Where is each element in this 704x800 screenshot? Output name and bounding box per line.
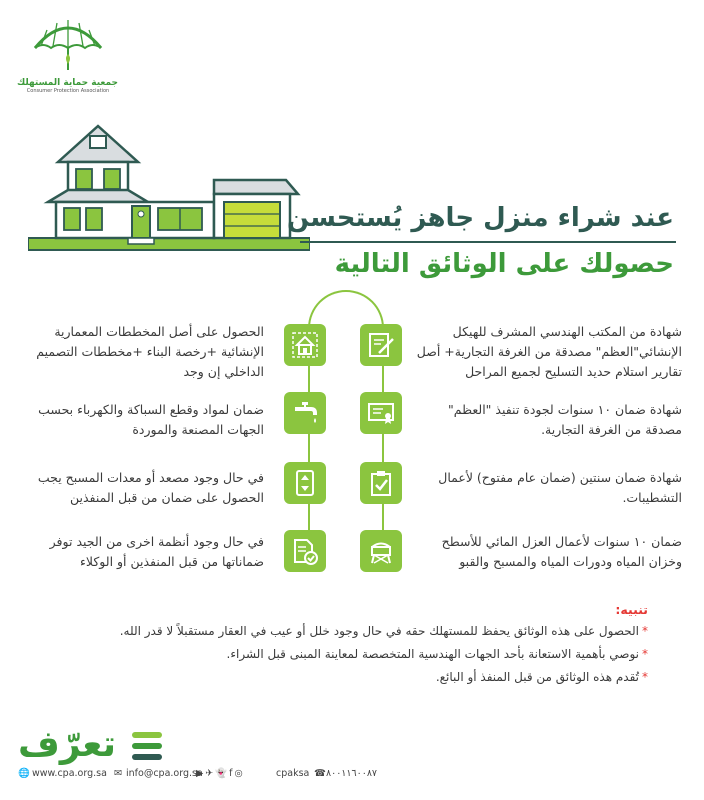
water-tank-icon: [367, 537, 395, 565]
page-title-line-1: عند شراء منزل جاهز يُستحسن: [286, 203, 674, 233]
footer-contact: [18, 768, 686, 786]
right-item-4-icon-box: [360, 530, 402, 572]
taaraf-brand: [18, 722, 168, 768]
left-item-4: في حال وجود أنظمة اخرى من الجيد توفر ضماناتها من قبل المنفذين أو الوكلاء: [49, 534, 264, 569]
social-icons[interactable]: ▶✈👻f◎: [196, 768, 245, 779]
title-divider: [300, 241, 676, 243]
house-blueprint-icon: [291, 331, 319, 359]
right-item-4: ضمان ١٠ سنوات لأعمال العزل المائي للأسطح وخزان المياه ودورات المياه والمسبح والقبو: [441, 534, 682, 569]
asterisk-icon: *: [642, 670, 648, 684]
right-item-3-icon-box: [360, 462, 402, 504]
right-item-1-icon-box: [360, 324, 402, 366]
left-item-1-icon-box: [284, 324, 326, 366]
left-item-2: ضمان لمواد وقطع السباكة والكهرباء بحسب الجهات المصنعة والموردة: [38, 402, 264, 437]
note-line-1: [28, 620, 648, 643]
asterisk-icon: *: [642, 647, 648, 661]
email-link[interactable]: info@cpa.org.sa: [126, 768, 203, 779]
right-item-3: شهادة ضمان سنتين (ضمان عام مفتوح) لأعمال التشطيبات.: [438, 470, 682, 505]
left-item-3: في حال وجود مصعد أو معدات المسبح يجب الحصول على ضمان من قبل المنفذين: [37, 470, 264, 505]
note-line-2: [28, 643, 648, 666]
note-title: تنبيه:: [615, 602, 648, 617]
asterisk-icon: *: [642, 624, 648, 638]
note-block: [28, 600, 648, 689]
taaraf-brand-text: تعرّف: [18, 724, 117, 765]
umbrella-logo-icon: [31, 14, 105, 76]
globe-icon: 🌐: [18, 768, 30, 779]
right-item-2: شهادة ضمان ١٠ سنوات لجودة تنفيذ "العظم" مصدقة من الغرفة التجارية.: [448, 402, 682, 437]
certificate-pen-icon: [367, 331, 395, 359]
note-line-1-text: الحصول على هذه الوثائق يحفظ للمستهلك حقه في حال وجود خلل أو عيب في العقار مستقبلاً لا قدر الله.: [119, 624, 639, 638]
faucet-icon: [291, 399, 319, 427]
right-item-2-icon-box: [360, 392, 402, 434]
left-item-1: الحصول على أصل المخططات المعمارية الإنشائية +رخصة البناء +مخططات التصميم الداخلي إن وجد: [36, 324, 264, 379]
diploma-icon: [367, 399, 395, 427]
email-icon: ✉: [114, 768, 122, 779]
association-logo: [18, 14, 118, 104]
website-link[interactable]: www.cpa.org.sa: [32, 768, 107, 779]
left-item-2-icon-box: [284, 392, 326, 434]
page-title-line-2: حصولك على الوثائق التالية: [334, 249, 674, 279]
logo-name-en: Consumer Protection Association: [26, 88, 110, 94]
clipboard-check-icon: [367, 469, 395, 497]
social-handle[interactable]: cpaksa: [276, 768, 310, 779]
left-item-4-icon-box: [284, 530, 326, 572]
elevator-icon: [291, 469, 319, 497]
note-line-2-text: نوصي بأهمية الاستعانة بأحد الجهات الهندسية المتخصصة لمعاينة المبنى قبل الشراء.: [226, 647, 639, 661]
taaraf-logo-icon: [128, 728, 166, 764]
left-item-3-icon-box: [284, 462, 326, 504]
note-line-3: [28, 666, 648, 689]
phone-number[interactable]: ٨٠٠١١٦٠٠٨٧: [326, 768, 378, 779]
phone-icon: ☎: [314, 768, 326, 779]
note-line-3-text: تُقدم هذه الوثائق من قبل المنفذ أو البائع.: [435, 670, 639, 684]
right-item-1: شهادة من المكتب الهندسي المشرف للهيكل الإنشائي"العظم" مصدقة من الغرفة التجارية+ أصل تقارير استلام حديد التسليح لجميع المراحل: [416, 324, 682, 379]
logo-name-ar: جمعية حماية المستهلك: [16, 78, 118, 88]
document-check-icon: [291, 537, 319, 565]
